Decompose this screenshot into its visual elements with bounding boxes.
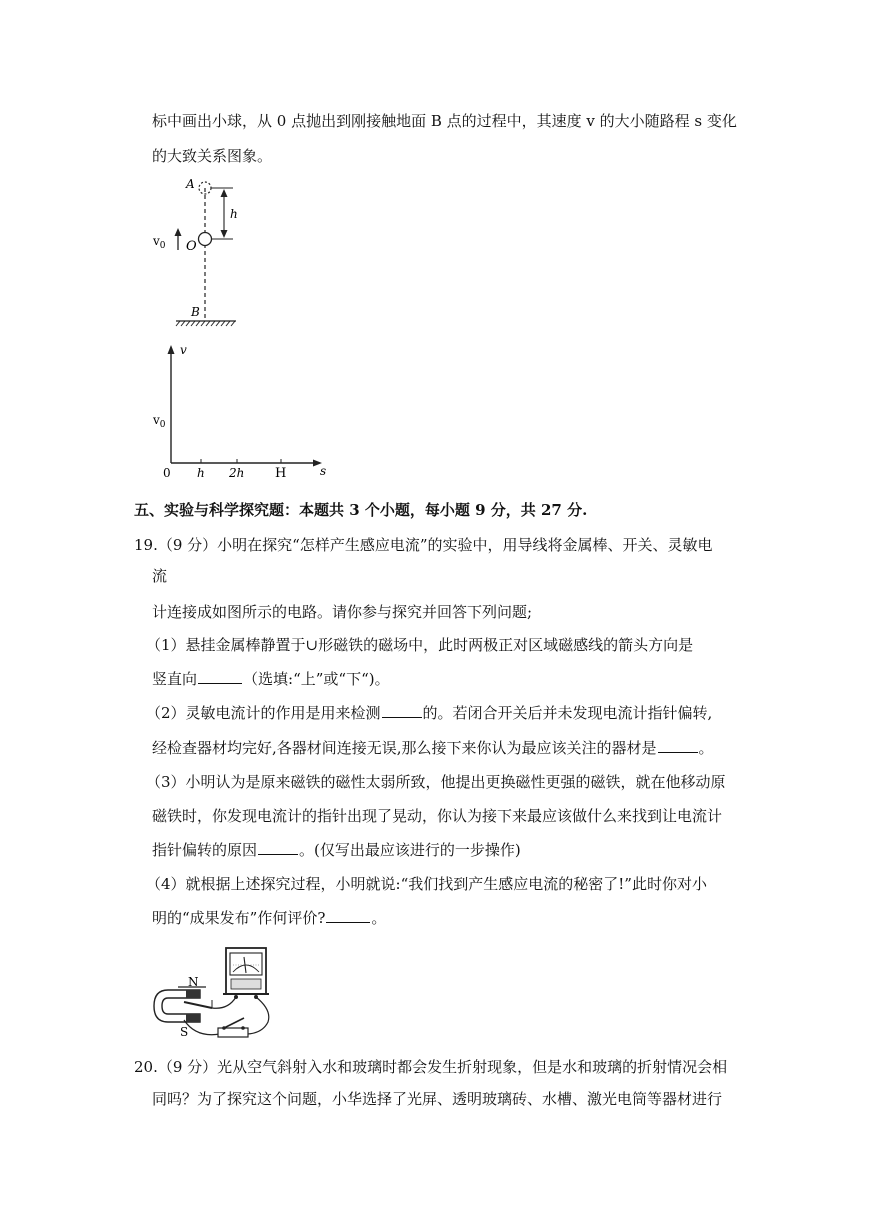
- graph-x-label: s: [320, 464, 327, 478]
- label-a: A: [186, 177, 195, 191]
- graph-v0-label: $v_0$: [153, 413, 166, 430]
- tick-label-h: h: [197, 466, 205, 480]
- q19-part1-line-1: （1）悬挂金属棒静置于∪形磁铁的磁场中，此时两极正对区域磁感线的箭头方向是: [146, 636, 694, 654]
- q20-line-1: 20.（9 分）光从空气斜射入水和玻璃时都会发生折射现象，但是水和玻璃的折射情况会相: [134, 1058, 728, 1076]
- tick-label-H: H: [275, 466, 287, 481]
- label-h: h: [230, 207, 238, 221]
- section-5-heading: 五、实验与科学探究题：本题共 3 个小题，每小题 9 分，共 27 分.: [134, 501, 588, 519]
- label-o: O: [186, 239, 197, 254]
- q20-line-2: 同吗？为了探究这个问题，小华选择了光屏、透明玻璃砖、水槽、激光电筒等器材进行: [152, 1090, 723, 1108]
- magnet-label-s: S: [180, 1025, 189, 1039]
- q19-part4-line-1: （4）就根据上述探究过程，小明就说:“我们找到产生感应电流的秘密了!”此时你对小: [146, 875, 707, 893]
- intro-line-2: 的大致关系图象。: [152, 147, 273, 165]
- q19-part2-line-1: （2）灵敏电流计的作用是用来检测 的。若闭合开关后并未发现电流计指针偏转,: [146, 704, 713, 722]
- intro-line-1: 标中画出小球，从 0 点抛出到刚接触地面 B 点的过程中，其速度 v 的大小随路程 s 变化: [152, 112, 737, 130]
- graph-y-label: v: [180, 343, 187, 357]
- q19-part3-line-3: 指针偏转的原因 。(仅写出最应该进行的一步操作): [152, 841, 521, 859]
- tick-label-2h: 2h: [229, 466, 245, 480]
- q19-part3-line-1: （3）小明认为是原来磁铁的磁性太弱所致，他提出更换磁性更强的磁铁，就在他移动原: [146, 773, 726, 791]
- q19-line-2: 流: [152, 567, 168, 585]
- q19-line-3: 计连接成如图所示的电路。请你参与探究并回答下列问题;: [152, 603, 533, 621]
- magnet-label-n: N: [188, 975, 199, 989]
- q19-part3-line-2: 磁铁时，你发现电流计的指针出现了晃动，你认为接下来最应该做什么来找到让电流计: [152, 807, 723, 825]
- label-b: B: [191, 305, 200, 319]
- q19-part2-line-2: 经检查器材均完好,各器材间连接无误,那么接下来你认为最应该关注的器材是 。: [152, 739, 714, 757]
- q19-part4-line-2: 明的“成果发布”作何评价? 。: [152, 909, 387, 927]
- label-v0: $v_0$: [153, 234, 166, 251]
- q19-line-1: 19.（9 分）小明在探究“怎样产生感应电流”的实验中，用导线将金属棒、开关、灵敏电: [134, 536, 713, 554]
- tick-label-0: 0: [163, 466, 171, 480]
- q19-part1-line-2: 竖直向 （选填:“上”或“下“)。: [152, 670, 390, 688]
